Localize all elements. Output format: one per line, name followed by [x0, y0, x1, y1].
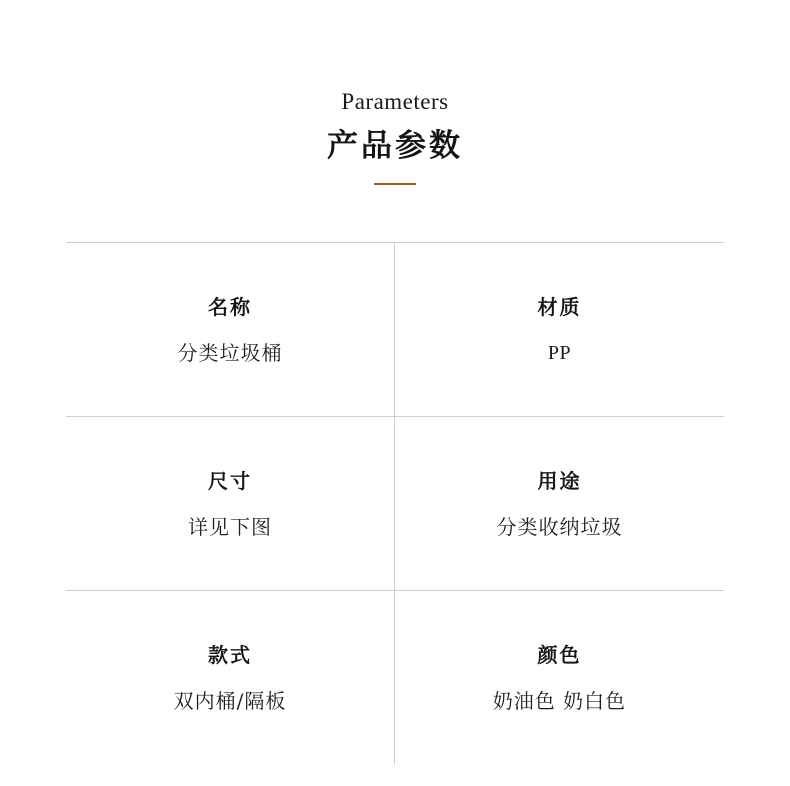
parameter-label: 名称 — [208, 294, 252, 319]
parameters-table — [66, 242, 724, 766]
page-title-cn: 产品参数 — [327, 127, 463, 164]
parameter-cell-color — [395, 591, 724, 765]
parameter-label: 材质 — [537, 294, 582, 319]
parameter-label: 颜色 — [537, 643, 582, 667]
title-underline-rule — [374, 183, 416, 185]
parameter-value: 分类垃圾桶 — [177, 340, 283, 365]
page-title-en: Parameters — [341, 89, 449, 114]
parameter-cell-material — [395, 243, 724, 416]
table-row — [66, 243, 724, 417]
parameter-label: 尺寸 — [208, 468, 252, 493]
parameter-cell-size — [66, 417, 395, 590]
parameter-value: 双内桶/隔板 — [173, 689, 287, 713]
parameter-value: 分类收纳垃圾 — [496, 514, 623, 539]
parameter-value: PP — [547, 341, 572, 364]
parameter-value: 详见下图 — [188, 514, 272, 539]
parameter-label: 用途 — [537, 468, 582, 493]
page-header — [0, 0, 790, 185]
parameter-value: 奶油色 奶白色 — [492, 689, 627, 713]
parameter-cell-usage — [395, 417, 724, 590]
table-row — [66, 591, 724, 765]
parameter-cell-name — [66, 243, 395, 416]
parameter-label: 款式 — [208, 643, 252, 667]
parameter-cell-style — [66, 591, 395, 765]
table-row — [66, 417, 724, 591]
